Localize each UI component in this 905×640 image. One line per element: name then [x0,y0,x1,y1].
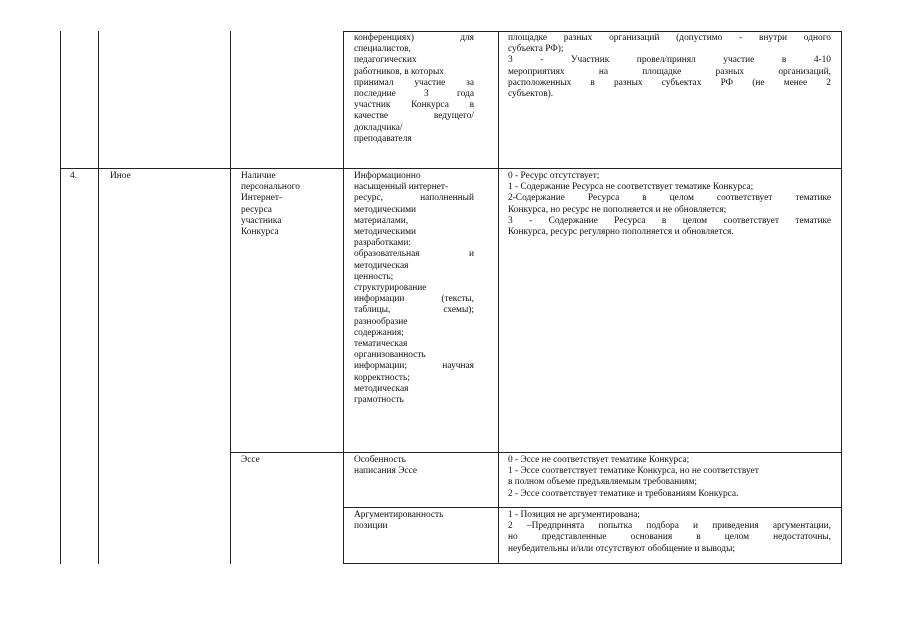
text-line: 1 - Позиция не аргументирована; [508,510,640,520]
text-line: образовательная и [354,249,474,260]
scale-cell-internet-resource [508,171,831,238]
text-line: 3 - Содержание Ресурса в целом соответствует тематике [508,215,831,226]
text-line: мероприятиях на площадке разных организаций, [508,66,831,77]
text-line: Информационно [354,171,421,181]
criterion-cell-conferences [354,33,474,145]
text-line: методическими [354,204,417,215]
text-line: субъекта РФ); [508,44,564,55]
criterion-cell-argumentation [354,510,494,532]
text-line: информации; научная [354,361,474,372]
row-divider-3 [343,507,841,508]
text-line: педагогических [354,55,417,66]
text-line: но представленные основания в целом недостаточны, [508,532,831,543]
text-line: работников, в которых [354,66,444,77]
text-line: Аргументированность [354,510,444,520]
text-line: персонального [241,182,300,193]
text-line: Конкурса [241,227,279,238]
text-line: качестве ведущего/ [354,111,474,122]
text-line: корректность; [354,372,410,383]
text-line: насыщенный интернет- [354,182,449,193]
text-line: ресурс, наполненный [354,193,474,204]
text-line: Особенность [354,455,406,465]
text-line: субъектов). [508,89,554,100]
section-name: Иное [110,171,131,181]
column-divider-1 [98,31,99,564]
scale-cell-essay-writing [508,455,831,500]
row-divider-2 [230,452,841,453]
scale-cell-conferences [508,33,831,100]
text-line: ресурса [241,204,272,215]
text-line: ценность; [354,271,394,282]
text-line: методическая [354,383,409,394]
text-line: методическая [354,260,409,271]
row-divider-1 [60,168,841,169]
text-line: таблицы, схемы); [354,305,474,316]
text-line: тематическая [354,339,408,350]
text-line: позиции [354,521,388,532]
text-line: неубедительны и/или отсутствуют обобщение и выводы; [508,543,735,554]
scale-cell-argumentation [508,510,831,555]
text-line: докладчика/ [354,122,403,133]
table-border-left [60,31,61,564]
text-line: в полном объеме предъявляемым требованиям; [508,477,698,488]
row-number: 4. [70,171,78,181]
text-line: организованность [354,350,426,361]
text-line: разнообразие [354,316,408,327]
indicator-cell-essay: Эссе [241,455,260,465]
text-line: 3 - Участник провел/принял участие в 4-10 [508,55,831,66]
text-line: 1 - Содержание Ресурса не соответствует тематике Конкурса; [508,182,754,193]
table-border-right [841,31,842,564]
text-line: Интернет- [241,193,283,204]
text-line: 2 - Эссе соответствует тематике и требованиям Конкурса. [508,488,739,499]
indicator-cell-internet-resource [241,171,337,238]
criterion-cell-essay-writing [354,455,474,477]
text-line: разработками: [354,238,411,249]
text-line: 2-Содержание Ресурса в целом соответствует тематике [508,193,831,204]
text-line: методическими [354,227,417,238]
column-divider-3 [343,31,344,564]
text-line: участника [241,215,282,226]
text-line: 0 - Ресурс отсутствует; [508,171,600,181]
column-divider-4 [498,31,499,564]
text-line: расположенных в разных субъектах РФ (не менее 2 [508,77,831,88]
text-line: содержания; [354,327,404,338]
text-line: Конкурса, но ресурс не пополняется и не обновляется; [508,204,727,215]
criterion-cell-internet-resource [354,171,474,406]
text-line: Конкурса, ресурс регулярно пополняется и обновляется. [508,227,734,238]
text-line: материалами, [354,215,409,226]
text-line: участник Конкурса в [354,100,474,111]
text-line: Наличие [241,171,276,181]
text-line: принимал участие за [354,77,474,88]
text-line: конференциях) для [354,33,474,43]
text-line: 2 –Предпринята попытка подбора и приведения аргументации, [508,521,831,532]
text-line: последние 3 года [354,89,474,100]
text-line: преподавателя [354,133,412,144]
table-bottom-border [343,563,841,564]
text-line: 0 - Эссе не соответствует тематике Конкурса; [508,455,690,465]
text-line: специалистов, [354,44,411,55]
text-line: площадке разных организаций (допустимо - внутри одного [508,33,831,43]
text-line: структурирование [354,283,427,294]
text-line: информации (тексты, [354,294,474,305]
text-line: грамотность [354,395,404,406]
text-line: написания Эссе [354,466,418,477]
column-divider-2 [230,31,231,564]
text-line: 1 - Эссе соответствует тематике Конкурса, но не соответствует [508,466,759,477]
table-top-border [343,31,841,32]
